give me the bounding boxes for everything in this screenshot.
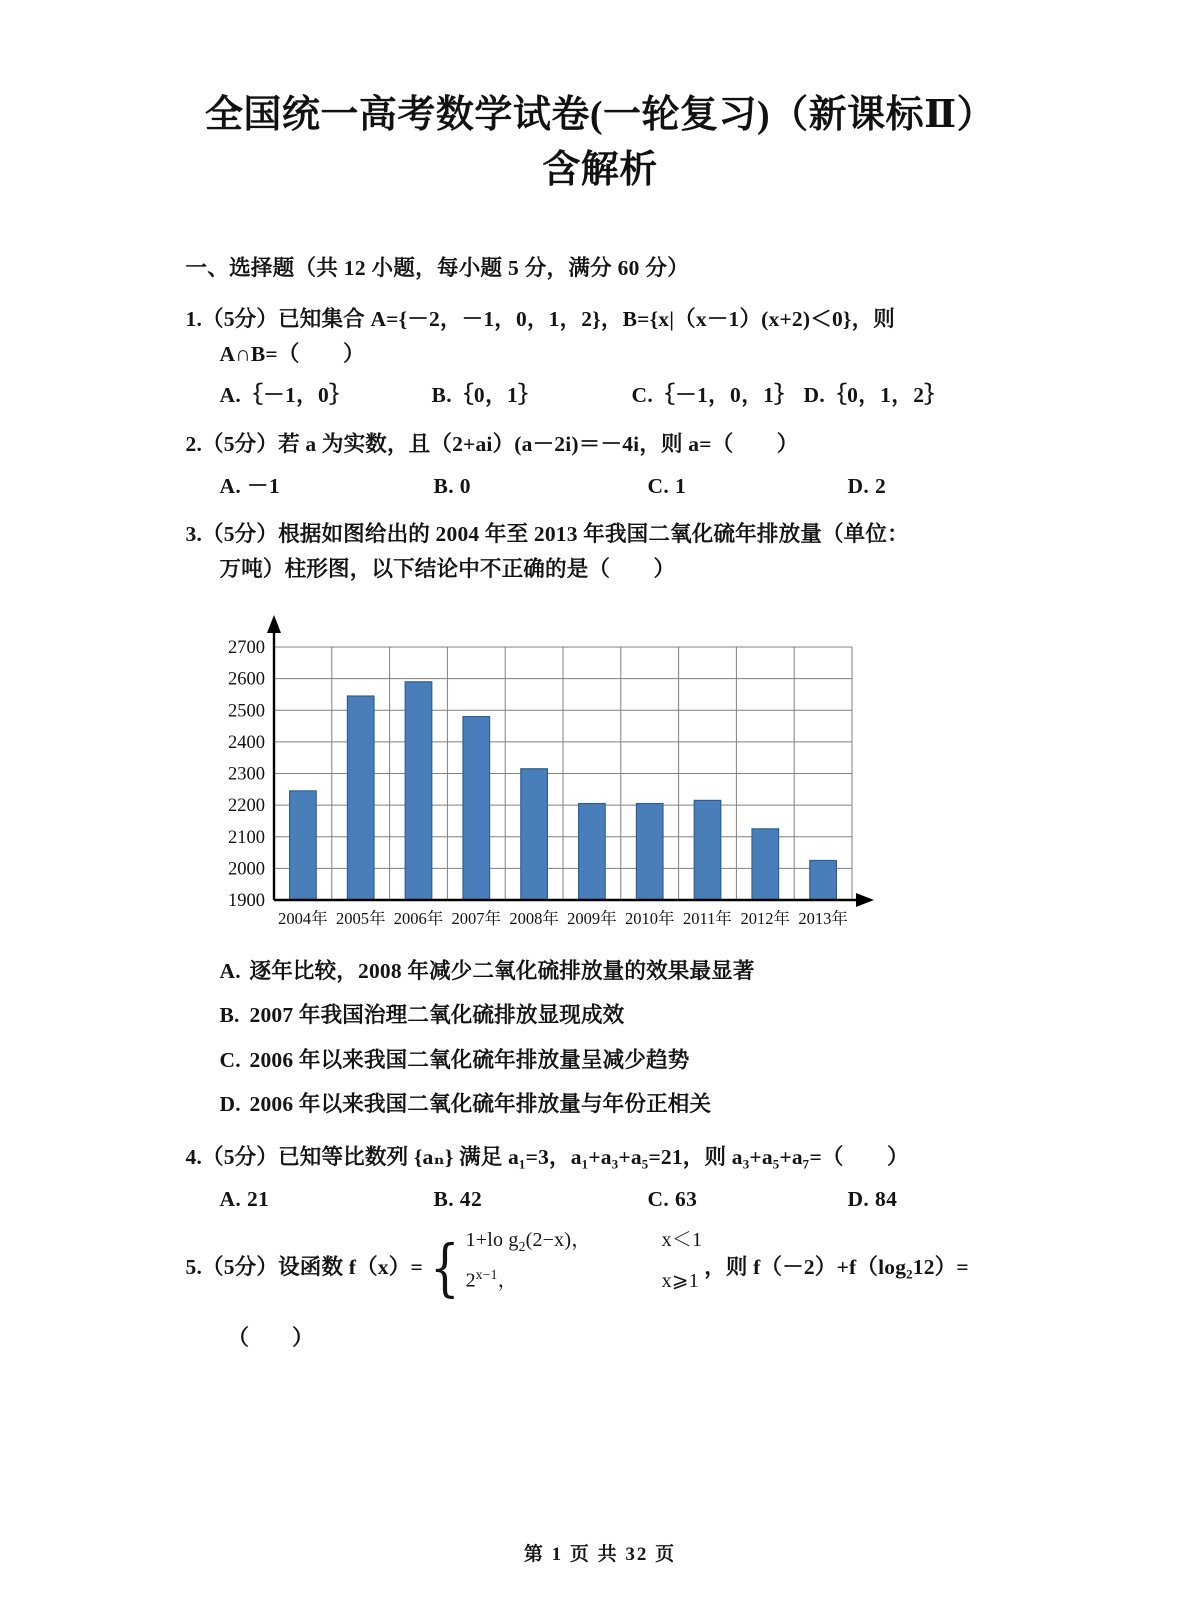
left-brace-icon: {: [429, 1230, 460, 1304]
question-3: [186, 517, 1023, 587]
piecewise-expr-2: [466, 1268, 662, 1291]
x-tick-2012年: 2012年: [740, 908, 790, 928]
bar-2009年: [578, 803, 605, 899]
question-3-choice-d-text: 2006 年以来我国二氧化硫年排放量与年份正相关: [249, 1092, 712, 1117]
piecewise-row-2: [466, 1268, 703, 1306]
x-tick-2008年: 2008年: [508, 908, 559, 928]
sulfur-dioxide-bar-chart-figure: [178, 613, 1023, 943]
question-5-lead: 5.（5分）设函数 f（x）=: [185, 1255, 423, 1280]
x-tick-2010年: 2010年: [624, 908, 674, 928]
piecewise-expr-1-main: 1+lo g: [465, 1229, 519, 1252]
bar-2011年: [694, 800, 721, 900]
x-tick-2006年: 2006年: [393, 908, 443, 928]
question-2-stem: 2.（5分）若 a 为实数，且（2+ai）(a－2i)＝－4i，则 a=（ ）: [185, 431, 799, 456]
question-4-choice-b[interactable]: B. 42: [433, 1186, 483, 1211]
bar-2006年: [405, 682, 432, 900]
svg-text:2100: 2100: [227, 827, 265, 848]
question-1-stem-line-2: A∩B=（ ）: [219, 341, 365, 366]
svg-text:2300: 2300: [227, 764, 265, 785]
question-3-choice-c-text: 2006 年以来我国二氧化硫年排放量呈减少趋势: [249, 1047, 690, 1072]
svg-text:1900: 1900: [227, 890, 265, 911]
question-2: [186, 427, 1023, 462]
piecewise-cond-1: x＜1: [661, 1229, 703, 1252]
x-tick-2005年: 2005年: [335, 908, 385, 928]
question-3-choice-c[interactable]: [219, 1047, 1023, 1072]
bar-2008年: [520, 769, 547, 900]
svg-text:2000: 2000: [227, 859, 265, 880]
question-4-choice-a[interactable]: A. 21: [219, 1186, 270, 1211]
piecewise-function: [425, 1230, 702, 1306]
bar-2004年: [289, 791, 316, 900]
question-3-choice-d[interactable]: [220, 1094, 1023, 1116]
bar-2010年: [636, 803, 663, 899]
bar-2005年: [347, 696, 374, 900]
x-tick-2009年: 2009年: [566, 908, 617, 928]
question-3-choice-c-tag: C.: [219, 1047, 241, 1072]
page-footer: 第 1 页 共 32 页: [523, 1544, 677, 1565]
svg-text:2200: 2200: [227, 795, 265, 816]
x-tick-2007年: 2007年: [451, 908, 501, 928]
section-heading: 一、选择题（共 12 小题，每小题 5 分，满分 60 分）: [185, 256, 690, 281]
question-1-choices: [220, 385, 1023, 407]
question-5: [186, 1230, 1023, 1306]
piecewise-cond-2: x⩾1: [661, 1269, 699, 1292]
question-4: [186, 1140, 1023, 1175]
piecewise-expr-2-main: 2: [465, 1269, 476, 1292]
question-3-choice-d-tag: D.: [219, 1092, 241, 1117]
piecewise-expr-1-sub: 2: [518, 1239, 526, 1255]
bar-2012年: [752, 829, 779, 900]
question-1-choice-b[interactable]: B.｛0，1｝: [431, 383, 541, 408]
question-2-choice-b[interactable]: B. 0: [433, 473, 471, 498]
question-3-stem-line-2: 万吨）柱形图，以下结论中不正确的是（ ）: [219, 557, 676, 581]
x-tick-2004年: 2004年: [277, 908, 328, 928]
page-title: [0, 0, 1200, 198]
question-4-choice-c[interactable]: C. 63: [647, 1186, 698, 1211]
piecewise-expr-2-rest: ，: [497, 1269, 518, 1292]
question-2-choice-c[interactable]: C. 1: [647, 473, 687, 498]
question-2-choice-d[interactable]: D. 2: [847, 473, 887, 498]
piecewise-expr-2-sup: x−1: [475, 1267, 498, 1283]
question-3-choice-a-text: 逐年比较，2008 年减少二氧化硫排放量的效果最显著: [249, 958, 755, 983]
svg-text:2400: 2400: [227, 732, 265, 753]
question-1-choice-c[interactable]: C.｛－1，0，1｝: [631, 383, 797, 408]
question-3-choice-b[interactable]: [220, 1005, 1023, 1027]
title-line-1: 全国统一高考数学试卷(一轮复习)（新课标Ⅱ）: [204, 94, 996, 136]
bar-chart: [196, 613, 876, 943]
question-3-stem-line-1: 3.（5分）根据如图给出的 2004 年至 2013 年我国二氧化硫年排放量（单位：: [185, 522, 909, 547]
bar-2007年: [463, 716, 490, 899]
question-2-choice-a[interactable]: A. －1: [219, 473, 281, 498]
svg-text:2700: 2700: [227, 637, 265, 658]
question-2-choices: [219, 473, 1023, 498]
question-1-choice-d[interactable]: D.｛0，1，2｝: [803, 383, 947, 408]
document-body: [178, 198, 1023, 1349]
question-3-choices: [219, 958, 1023, 1117]
piecewise-expr-1: [466, 1230, 662, 1254]
question-3-choice-a-tag: A.: [219, 958, 241, 983]
bar-2013年: [809, 860, 836, 900]
question-4-stem: 4.（5分）已知等比数列 {aₙ} 满足 a₁=3，a₁+a₃+a₅=21，则 a₃+a₅+a₇=（ ）: [185, 1144, 909, 1169]
piecewise-expr-1-rest: (2−x)，: [525, 1229, 592, 1252]
x-tick-2011年: 2011年: [682, 908, 732, 928]
question-4-choice-d[interactable]: D. 84: [847, 1186, 898, 1211]
question-5-answer-paren: （ ）: [227, 1326, 314, 1351]
question-1-stem-line-1: 1.（5分）已知集合 A={－2，－1，0，1，2}，B={x|（x－1）(x+2)＜0}，则: [185, 306, 895, 331]
x-tick-2013年: 2013年: [797, 908, 848, 928]
question-4-choices: [219, 1186, 1023, 1211]
svg-text:2600: 2600: [227, 669, 265, 690]
question-3-choice-a[interactable]: [219, 958, 1023, 983]
question-1-choice-a[interactable]: A.｛－1，0｝: [219, 383, 352, 408]
svg-text:2500: 2500: [227, 701, 265, 722]
question-3-choice-b-tag: B.: [219, 1003, 240, 1028]
question-1: [186, 302, 1023, 372]
title-line-2: 含解析: [542, 149, 658, 192]
bar-chart-svg: [196, 613, 876, 943]
question-5-tail: ，则 f（－2）+f（log₂12）=: [704, 1255, 969, 1280]
question-3-choice-b-text: 2007 年我国治理二氧化硫排放显现成效: [249, 1003, 625, 1028]
piecewise-rows: [465, 1230, 703, 1306]
piecewise-row-1: [466, 1230, 703, 1268]
